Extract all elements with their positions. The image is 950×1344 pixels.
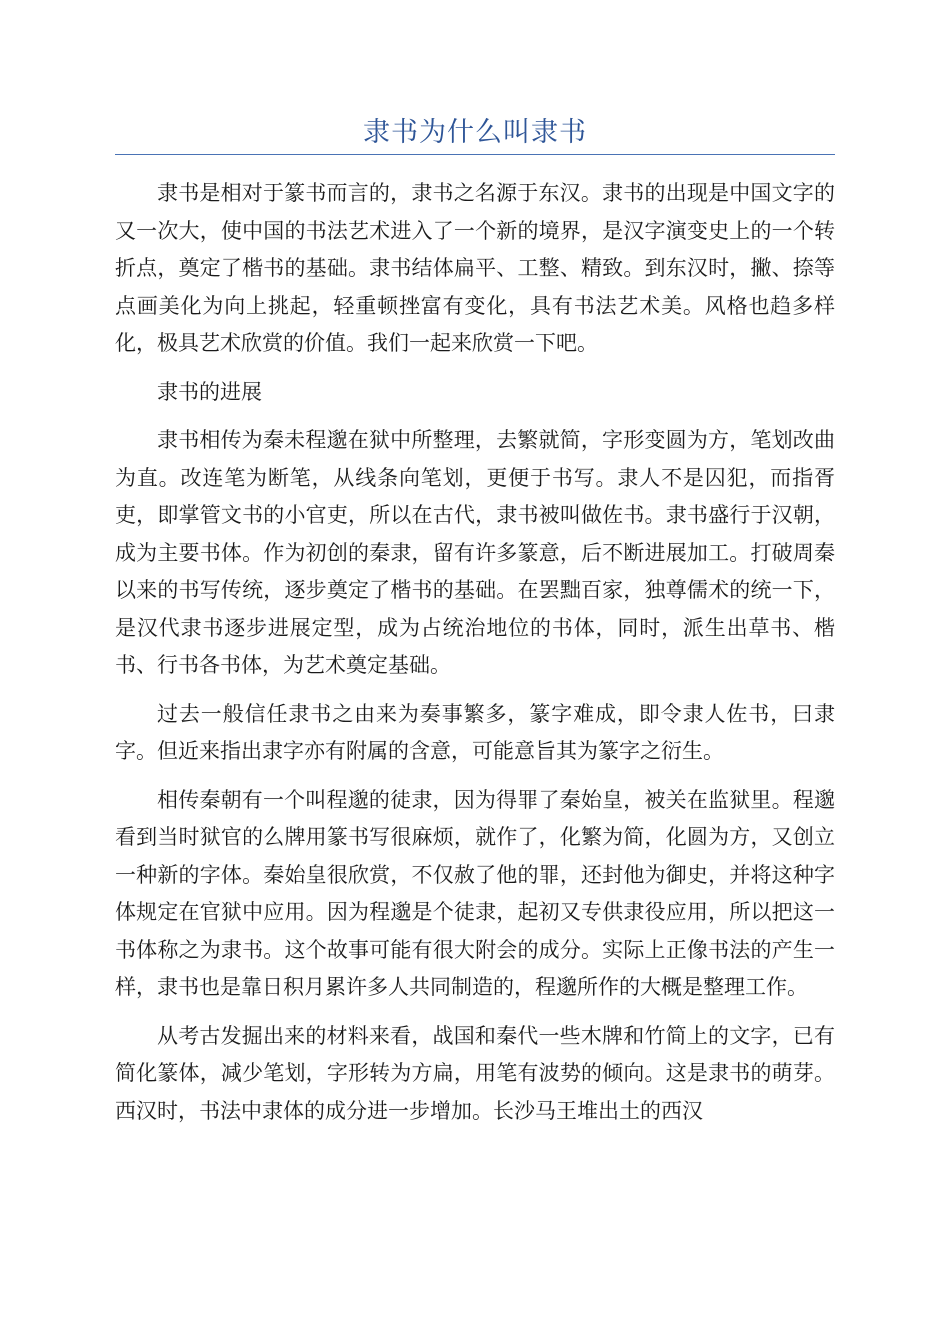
document-title: 隶书为什么叫隶书 — [363, 117, 587, 148]
paragraph-origin-theory: 过去一般信任隶书之由来为奏事繁多，篆字难成，即令隶人佐书，曰隶字。但近来指出隶字亦有附属的含意，可能意旨其为篆字之衍生。 — [115, 701, 835, 763]
document-body — [115, 175, 835, 1141]
paragraph-archaeology: 从考古发掘出来的材料来看，战国和秦代一些木牌和竹简上的文字，已有简化篆体，减少笔划，字形转为方扁，用笔有波势的倾向。这是隶书的萌芽。西汉时，书法中隶体的成分进一步增加。长沙马王堆出土的西汉 — [115, 1023, 835, 1123]
paragraph-development: 隶书相传为秦未程邈在狱中所整理，去繁就简，字形变圆为方，笔划改曲为直。改连笔为断笔，从线条向笔划，更便于书写。隶人不是囚犯，而指胥吏，即掌管文书的小官吏，所以在古代，隶书被叫做佐书。隶书盛行于汉朝，成为主要书体。作为初创的秦隶，留有许多篆意，后不断进展加工。打破周秦以来的书写传统，逐步奠定了楷书的基础。在罢黜百家，独尊儒术的统一下，是汉代隶书逐步进展定型，成为占统治地位的书体，同时，派生出草书、楷书、行书各书体，为艺术奠定基础。 — [115, 428, 835, 677]
section-heading-development: 隶书的进展 — [157, 379, 262, 404]
paragraph-intro: 隶书是相对于篆书而言的，隶书之名源于东汉。隶书的出现是中国文字的又一次大，使中国的书法艺术进入了一个新的境界，是汉字演变史上的一个转折点，奠定了楷书的基础。隶书结体扁平、工整、精致。到东汉时，撇、捺等点画美化为向上挑起，轻重顿挫富有变化，具有书法艺术美。风格也趋多样化，极具艺术欣赏的价值。我们一起来欣赏一下吧。 — [115, 181, 835, 355]
title-underline-divider — [115, 154, 835, 155]
paragraph-cheng-miao-legend: 相传秦朝有一个叫程邈的徒隶，因为得罪了秦始皇，被关在监狱里。程邈看到当时狱官的么牌用篆书写很麻烦，就作了，化繁为简，化圆为方，又创立一种新的字体。秦始皇很欣赏，不仅赦了他的罪，还封他为御史，并将这种字体规定在官狱中应用。因为程邈是个徒隶，起初又专供隶役应用，所以把这一书体称之为隶书。这个故事可能有很大附会的成分。实际上正像书法的产生一样，隶书也是靠日积月累许多人共同制造的，程邈所作的大概是整理工作。 — [115, 787, 835, 999]
